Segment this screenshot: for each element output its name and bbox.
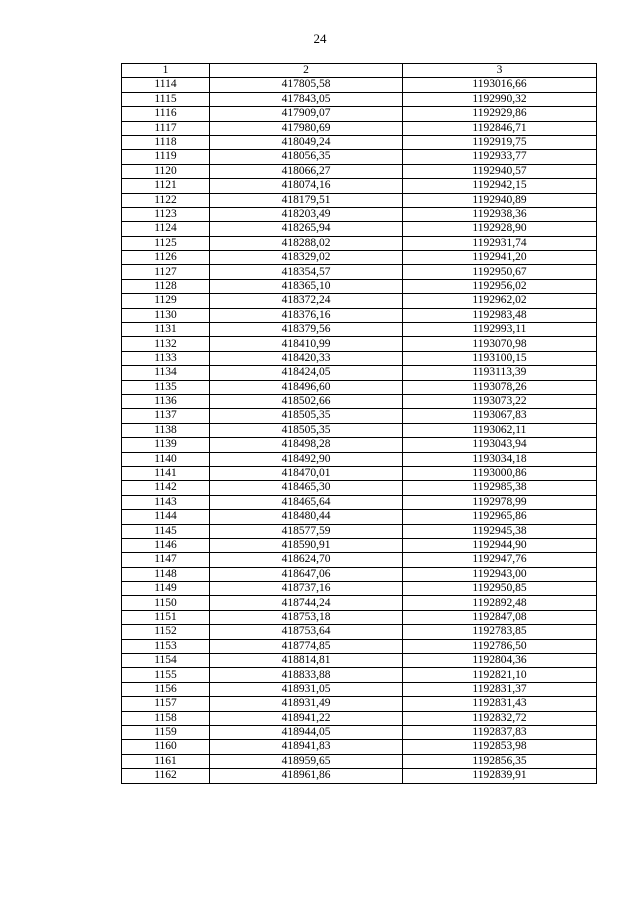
x-coordinate-cell: 418774,85: [210, 639, 403, 653]
x-coordinate-cell: 417909,07: [210, 107, 403, 121]
table-row: [122, 193, 597, 207]
point-number-cell: 1116: [122, 107, 210, 121]
x-coordinate-cell: 418470,01: [210, 466, 403, 480]
table-row: [122, 524, 597, 538]
x-coordinate-cell: 418647,06: [210, 567, 403, 581]
x-coordinate-cell: 418577,59: [210, 524, 403, 538]
y-coordinate-cell: 1192993,11: [403, 323, 597, 337]
x-coordinate-cell: 418074,16: [210, 179, 403, 193]
point-number-cell: 1127: [122, 265, 210, 279]
x-coordinate-cell: 418753,18: [210, 610, 403, 624]
y-coordinate-cell: 1192990,32: [403, 92, 597, 106]
point-number-cell: 1132: [122, 337, 210, 351]
x-coordinate-cell: 418329,02: [210, 251, 403, 265]
y-coordinate-cell: 1192950,67: [403, 265, 597, 279]
x-coordinate-cell: 418959,65: [210, 754, 403, 768]
y-coordinate-cell: 1192786,50: [403, 639, 597, 653]
x-coordinate-cell: 418372,24: [210, 294, 403, 308]
x-coordinate-cell: 418203,49: [210, 207, 403, 221]
table-row: [122, 107, 597, 121]
x-coordinate-cell: 418944,05: [210, 725, 403, 739]
y-coordinate-cell: 1192978,99: [403, 495, 597, 509]
table-row: [122, 150, 597, 164]
table-row: [122, 754, 597, 768]
table-row: [122, 466, 597, 480]
y-coordinate-cell: 1192856,35: [403, 754, 597, 768]
point-number-cell: 1129: [122, 294, 210, 308]
point-number-cell: 1130: [122, 308, 210, 322]
x-coordinate-cell: 417843,05: [210, 92, 403, 106]
point-number-cell: 1159: [122, 725, 210, 739]
table-row: [122, 639, 597, 653]
point-number-cell: 1144: [122, 510, 210, 524]
y-coordinate-cell: 1192947,76: [403, 553, 597, 567]
table-row: [122, 654, 597, 668]
table-row: [122, 351, 597, 365]
x-coordinate-cell: 418624,70: [210, 553, 403, 567]
y-coordinate-cell: 1192931,74: [403, 236, 597, 250]
x-coordinate-cell: 418365,10: [210, 279, 403, 293]
y-coordinate-cell: 1192965,86: [403, 510, 597, 524]
table-row: [122, 222, 597, 236]
y-coordinate-cell: 1192985,38: [403, 481, 597, 495]
point-number-cell: 1115: [122, 92, 210, 106]
table-row: [122, 409, 597, 423]
x-coordinate-cell: 418941,22: [210, 711, 403, 725]
y-coordinate-cell: 1192847,08: [403, 610, 597, 624]
y-coordinate-cell: 1192983,48: [403, 308, 597, 322]
table-header-row: [122, 64, 597, 78]
table-row: [122, 582, 597, 596]
y-coordinate-cell: 1193100,15: [403, 351, 597, 365]
x-coordinate-cell: 418502,66: [210, 394, 403, 408]
y-coordinate-cell: 1193034,18: [403, 452, 597, 466]
y-coordinate-cell: 1193078,26: [403, 380, 597, 394]
y-coordinate-cell: 1192839,91: [403, 769, 597, 783]
point-number-cell: 1160: [122, 740, 210, 754]
table-row: [122, 740, 597, 754]
point-number-cell: 1134: [122, 366, 210, 380]
x-coordinate-cell: 418424,05: [210, 366, 403, 380]
point-number-cell: 1151: [122, 610, 210, 624]
point-number-cell: 1146: [122, 538, 210, 552]
point-number-cell: 1131: [122, 323, 210, 337]
y-coordinate-cell: 1192940,57: [403, 164, 597, 178]
y-coordinate-cell: 1193113,39: [403, 366, 597, 380]
x-coordinate-cell: 418833,88: [210, 668, 403, 682]
y-coordinate-cell: 1193062,11: [403, 423, 597, 437]
point-number-cell: 1155: [122, 668, 210, 682]
x-coordinate-cell: 417980,69: [210, 121, 403, 135]
point-number-cell: 1143: [122, 495, 210, 509]
x-coordinate-cell: 418265,94: [210, 222, 403, 236]
point-number-cell: 1126: [122, 251, 210, 265]
point-number-cell: 1162: [122, 769, 210, 783]
table-row: [122, 510, 597, 524]
point-number-cell: 1157: [122, 697, 210, 711]
point-number-cell: 1117: [122, 121, 210, 135]
table-row: [122, 596, 597, 610]
point-number-cell: 1121: [122, 179, 210, 193]
table-row: [122, 725, 597, 739]
table-row: [122, 179, 597, 193]
x-coordinate-cell: 418410,99: [210, 337, 403, 351]
x-coordinate-cell: 417805,58: [210, 78, 403, 92]
x-coordinate-cell: 418505,35: [210, 423, 403, 437]
point-number-cell: 1142: [122, 481, 210, 495]
x-coordinate-cell: 418049,24: [210, 135, 403, 149]
y-coordinate-cell: 1192892,48: [403, 596, 597, 610]
y-coordinate-cell: 1192832,72: [403, 711, 597, 725]
x-coordinate-cell: 418376,16: [210, 308, 403, 322]
point-number-cell: 1141: [122, 466, 210, 480]
point-number-cell: 1161: [122, 754, 210, 768]
y-coordinate-cell: 1192940,89: [403, 193, 597, 207]
point-number-cell: 1124: [122, 222, 210, 236]
point-number-cell: 1150: [122, 596, 210, 610]
x-coordinate-cell: 418480,44: [210, 510, 403, 524]
column-header-3: 3: [403, 64, 597, 78]
table-row: [122, 495, 597, 509]
x-coordinate-cell: 418465,64: [210, 495, 403, 509]
x-coordinate-cell: 418179,51: [210, 193, 403, 207]
y-coordinate-cell: 1192945,38: [403, 524, 597, 538]
table-row: [122, 423, 597, 437]
point-number-cell: 1128: [122, 279, 210, 293]
table-row: [122, 438, 597, 452]
y-coordinate-cell: 1193043,94: [403, 438, 597, 452]
table-row: [122, 625, 597, 639]
point-number-cell: 1125: [122, 236, 210, 250]
x-coordinate-cell: 418056,35: [210, 150, 403, 164]
point-number-cell: 1136: [122, 394, 210, 408]
table-row: [122, 337, 597, 351]
table-row: [122, 294, 597, 308]
point-number-cell: 1138: [122, 423, 210, 437]
y-coordinate-cell: 1192853,98: [403, 740, 597, 754]
table-row: [122, 567, 597, 581]
table-row: [122, 251, 597, 265]
y-coordinate-cell: 1192933,77: [403, 150, 597, 164]
table-row: [122, 236, 597, 250]
table-row: [122, 481, 597, 495]
x-coordinate-cell: 418066,27: [210, 164, 403, 178]
y-coordinate-cell: 1192950,85: [403, 582, 597, 596]
x-coordinate-cell: 418814,81: [210, 654, 403, 668]
table-row: [122, 323, 597, 337]
table-row: [122, 164, 597, 178]
table-row: [122, 121, 597, 135]
table-row: [122, 682, 597, 696]
y-coordinate-cell: 1192928,90: [403, 222, 597, 236]
y-coordinate-cell: 1192956,02: [403, 279, 597, 293]
table-row: [122, 769, 597, 783]
point-number-cell: 1158: [122, 711, 210, 725]
table-row: [122, 538, 597, 552]
point-number-cell: 1154: [122, 654, 210, 668]
x-coordinate-cell: 418496,60: [210, 380, 403, 394]
table-row: [122, 92, 597, 106]
x-coordinate-cell: 418941,83: [210, 740, 403, 754]
y-coordinate-cell: 1192944,90: [403, 538, 597, 552]
page-number: 24: [313, 31, 327, 46]
y-coordinate-cell: 1192962,02: [403, 294, 597, 308]
x-coordinate-cell: 418379,56: [210, 323, 403, 337]
table-row: [122, 380, 597, 394]
table-row: [122, 135, 597, 149]
point-number-cell: 1120: [122, 164, 210, 178]
y-coordinate-cell: 1192938,36: [403, 207, 597, 221]
point-number-cell: 1133: [122, 351, 210, 365]
y-coordinate-cell: 1192831,43: [403, 697, 597, 711]
point-number-cell: 1148: [122, 567, 210, 581]
y-coordinate-cell: 1192804,36: [403, 654, 597, 668]
x-coordinate-cell: 418505,35: [210, 409, 403, 423]
point-number-cell: 1140: [122, 452, 210, 466]
table-row: [122, 711, 597, 725]
x-coordinate-cell: 418354,57: [210, 265, 403, 279]
point-number-cell: 1147: [122, 553, 210, 567]
point-number-cell: 1122: [122, 193, 210, 207]
table-row: [122, 553, 597, 567]
y-coordinate-cell: 1192941,20: [403, 251, 597, 265]
y-coordinate-cell: 1192942,15: [403, 179, 597, 193]
column-header-2: 2: [210, 64, 403, 78]
y-coordinate-cell: 1193073,22: [403, 394, 597, 408]
point-number-cell: 1149: [122, 582, 210, 596]
point-number-cell: 1118: [122, 135, 210, 149]
table-row: [122, 366, 597, 380]
point-number-cell: 1123: [122, 207, 210, 221]
column-header-1: 1: [122, 64, 210, 78]
y-coordinate-cell: 1192783,85: [403, 625, 597, 639]
y-coordinate-cell: 1193016,66: [403, 78, 597, 92]
point-number-cell: 1139: [122, 438, 210, 452]
y-coordinate-cell: 1192919,75: [403, 135, 597, 149]
table-body: [122, 78, 597, 783]
x-coordinate-cell: 418931,05: [210, 682, 403, 696]
table-row: [122, 308, 597, 322]
x-coordinate-cell: 418753,64: [210, 625, 403, 639]
table-row: [122, 394, 597, 408]
x-coordinate-cell: 418465,30: [210, 481, 403, 495]
table-row: [122, 265, 597, 279]
point-number-cell: 1137: [122, 409, 210, 423]
y-coordinate-cell: 1192929,86: [403, 107, 597, 121]
x-coordinate-cell: 418492,90: [210, 452, 403, 466]
table-row: [122, 279, 597, 293]
point-number-cell: 1153: [122, 639, 210, 653]
table-row: [122, 697, 597, 711]
y-coordinate-cell: 1193000,86: [403, 466, 597, 480]
y-coordinate-cell: 1192821,10: [403, 668, 597, 682]
x-coordinate-cell: 418737,16: [210, 582, 403, 596]
point-number-cell: 1119: [122, 150, 210, 164]
table-row: [122, 452, 597, 466]
table-row: [122, 610, 597, 624]
x-coordinate-cell: 418288,02: [210, 236, 403, 250]
x-coordinate-cell: 418931,49: [210, 697, 403, 711]
table-row: [122, 78, 597, 92]
point-number-cell: 1114: [122, 78, 210, 92]
table-row: [122, 207, 597, 221]
x-coordinate-cell: 418420,33: [210, 351, 403, 365]
y-coordinate-cell: 1192837,83: [403, 725, 597, 739]
x-coordinate-cell: 418744,24: [210, 596, 403, 610]
y-coordinate-cell: 1193070,98: [403, 337, 597, 351]
point-number-cell: 1135: [122, 380, 210, 394]
point-number-cell: 1145: [122, 524, 210, 538]
x-coordinate-cell: 418498,28: [210, 438, 403, 452]
point-number-cell: 1152: [122, 625, 210, 639]
coordinates-table: [121, 63, 597, 784]
point-number-cell: 1156: [122, 682, 210, 696]
x-coordinate-cell: 418961,86: [210, 769, 403, 783]
y-coordinate-cell: 1192846,71: [403, 121, 597, 135]
y-coordinate-cell: 1193067,83: [403, 409, 597, 423]
y-coordinate-cell: 1192831,37: [403, 682, 597, 696]
y-coordinate-cell: 1192943,00: [403, 567, 597, 581]
table-row: [122, 668, 597, 682]
x-coordinate-cell: 418590,91: [210, 538, 403, 552]
